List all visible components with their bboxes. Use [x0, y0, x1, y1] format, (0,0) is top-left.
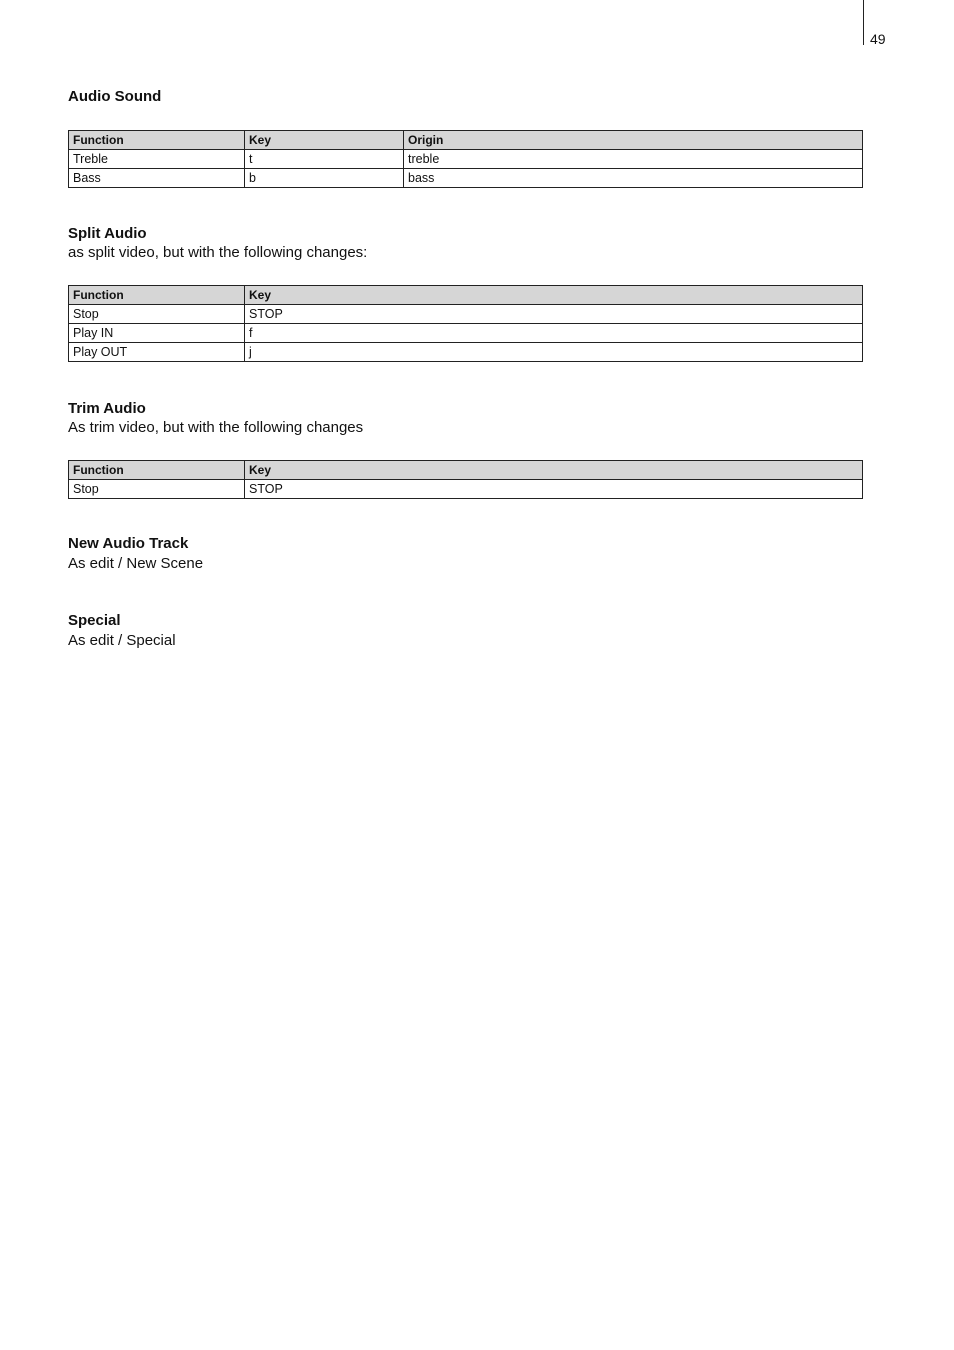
function-cell: Play IN — [69, 324, 245, 343]
table-row — [69, 480, 863, 499]
table-row — [69, 305, 863, 324]
function-cell: Bass — [69, 169, 245, 188]
trim-audio-description: As trim video, but with the following changes — [68, 419, 364, 436]
origin-cell: bass — [404, 169, 863, 188]
column-header-key: Key — [245, 286, 863, 305]
function-cell: Play OUT — [69, 343, 245, 362]
new-audio-track-description: As edit / New Scene — [68, 555, 204, 572]
column-header-function: Function — [69, 461, 245, 480]
audio-sound-table — [68, 130, 863, 188]
key-cell: STOP — [245, 305, 863, 324]
page-rule — [863, 0, 864, 45]
table-row — [69, 324, 863, 343]
key-cell: j — [245, 343, 863, 362]
page-number: 49 — [870, 31, 886, 47]
split-audio-table — [68, 285, 863, 362]
column-header-key: Key — [245, 131, 404, 150]
origin-cell: treble — [404, 150, 863, 169]
audio-sound-heading: Audio Sound — [68, 88, 162, 105]
column-header-function: Function — [69, 131, 245, 150]
table-row — [69, 150, 863, 169]
special-description: As edit / Special — [68, 632, 176, 649]
trim-audio-heading: Trim Audio — [68, 400, 146, 417]
table-row — [69, 343, 863, 362]
table-row — [69, 169, 863, 188]
new-audio-track-heading: New Audio Track — [68, 535, 189, 552]
table-header-row — [69, 286, 863, 305]
split-audio-description: as split video, but with the following changes: — [68, 244, 368, 261]
function-cell: Stop — [69, 480, 245, 499]
trim-audio-table — [68, 460, 863, 499]
table-header-row — [69, 131, 863, 150]
function-cell: Treble — [69, 150, 245, 169]
key-cell: f — [245, 324, 863, 343]
split-audio-heading: Split Audio — [68, 225, 147, 242]
function-cell: Stop — [69, 305, 245, 324]
key-cell: STOP — [245, 480, 863, 499]
key-cell: t — [245, 150, 404, 169]
table-header-row — [69, 461, 863, 480]
column-header-origin: Origin — [404, 131, 863, 150]
column-header-function: Function — [69, 286, 245, 305]
special-heading: Special — [68, 612, 121, 629]
column-header-key: Key — [245, 461, 863, 480]
key-cell: b — [245, 169, 404, 188]
